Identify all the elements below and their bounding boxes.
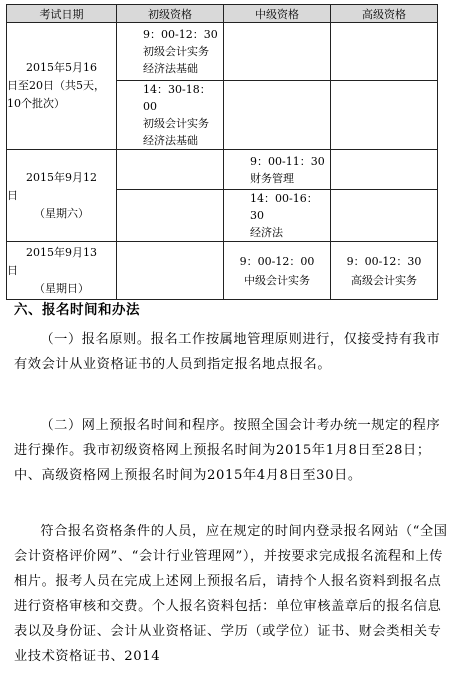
junior-session-afternoon — [117, 81, 224, 150]
session-subject: 经济法基础 — [143, 62, 198, 75]
session-time: 9：00-12：30 — [143, 28, 218, 41]
date-line: 日 — [7, 263, 18, 277]
header-senior: 高级资格 — [331, 5, 438, 23]
table-header-row — [7, 5, 438, 23]
intermediate-session-morning — [224, 150, 331, 190]
paragraph-online-preregistration: （二）网上预报名时间和程序。按照全国会计考办统一规定的程序进行操作。我市初级资格网上预报名时间为2015年1月8日至28日；中、高级资格网上预报名时间为2015年4月8日至30日。 — [14, 418, 441, 483]
session-subject: 初级会计实务 — [143, 117, 209, 130]
junior-session-morning — [117, 23, 224, 81]
table-row — [7, 23, 438, 81]
section-heading: 六、报名时间和办法 — [14, 302, 140, 318]
empty-cell — [117, 242, 224, 300]
empty-cell — [117, 190, 224, 242]
session-time: 9：00-12：30 — [346, 254, 422, 268]
session-subject: 高级会计实务 — [351, 273, 417, 287]
date-line: 2015年5月16 — [26, 61, 97, 74]
empty-cell — [224, 23, 331, 81]
session-time: 9：00-12：00 — [239, 254, 315, 268]
session-subject: 初级会计实务 — [143, 45, 209, 58]
intermediate-session-sep13 — [224, 242, 331, 300]
empty-cell — [117, 150, 224, 190]
date-line: 2015年9月12 — [26, 170, 97, 184]
paragraph-registration-principle: （一）报名原则。报名工作按属地管理原则进行，仅接受持有我市有效会计从业资格证书的人员到指定报名地点报名。 — [14, 332, 441, 372]
session-subject: 财务管理 — [250, 171, 294, 185]
header-intermediate: 中级资格 — [224, 5, 331, 23]
empty-cell — [331, 190, 438, 242]
session-time: 9：00-11：30 — [250, 154, 325, 168]
session-time: 14：30-18：00 — [143, 83, 211, 113]
table-row — [7, 242, 438, 300]
date-line: 日至20日（共5天， — [7, 79, 105, 92]
session-subject: 经济法 — [250, 226, 283, 239]
date-line: 10个批次） — [7, 97, 65, 110]
date-line: （星期日） — [34, 281, 89, 295]
table-row — [7, 150, 438, 190]
session-time: 14：00-16：30 — [250, 192, 318, 222]
header-exam-date: 考试日期 — [7, 5, 117, 23]
paragraph-eligibility-procedure: 符合报名资格条件的人员，应在规定的时间内登录报名网站（“全国会计资格评价网”、“会计行业管理网”），并按要求完成报名流程和上传相片。报考人员在完成上述网上预报名后，请持个人报名资料到报名点进行资格审核和交费。个人报名资料包括：单位审核盖章后的报名信息表以及身份证、会计从业资格证、学历（或学位）证书、财会类相关专业技术资格证书、2014 — [14, 524, 448, 664]
date-line: （星期六） — [34, 206, 89, 220]
date-line: 日 — [7, 188, 18, 202]
senior-session-sep13 — [331, 242, 438, 300]
empty-cell — [331, 150, 438, 190]
empty-cell — [331, 81, 438, 150]
empty-cell — [224, 81, 331, 150]
header-junior: 初级资格 — [117, 5, 224, 23]
session-subject: 经济法基础 — [143, 134, 198, 147]
intermediate-session-afternoon — [224, 190, 331, 242]
empty-cell — [331, 23, 438, 81]
exam-schedule-table — [6, 4, 438, 300]
date-cell-sep13 — [7, 242, 117, 300]
session-subject: 中级会计实务 — [244, 273, 310, 287]
date-cell-sep12 — [7, 150, 117, 242]
date-cell-may — [7, 23, 117, 150]
date-line: 2015年9月13 — [26, 245, 97, 259]
